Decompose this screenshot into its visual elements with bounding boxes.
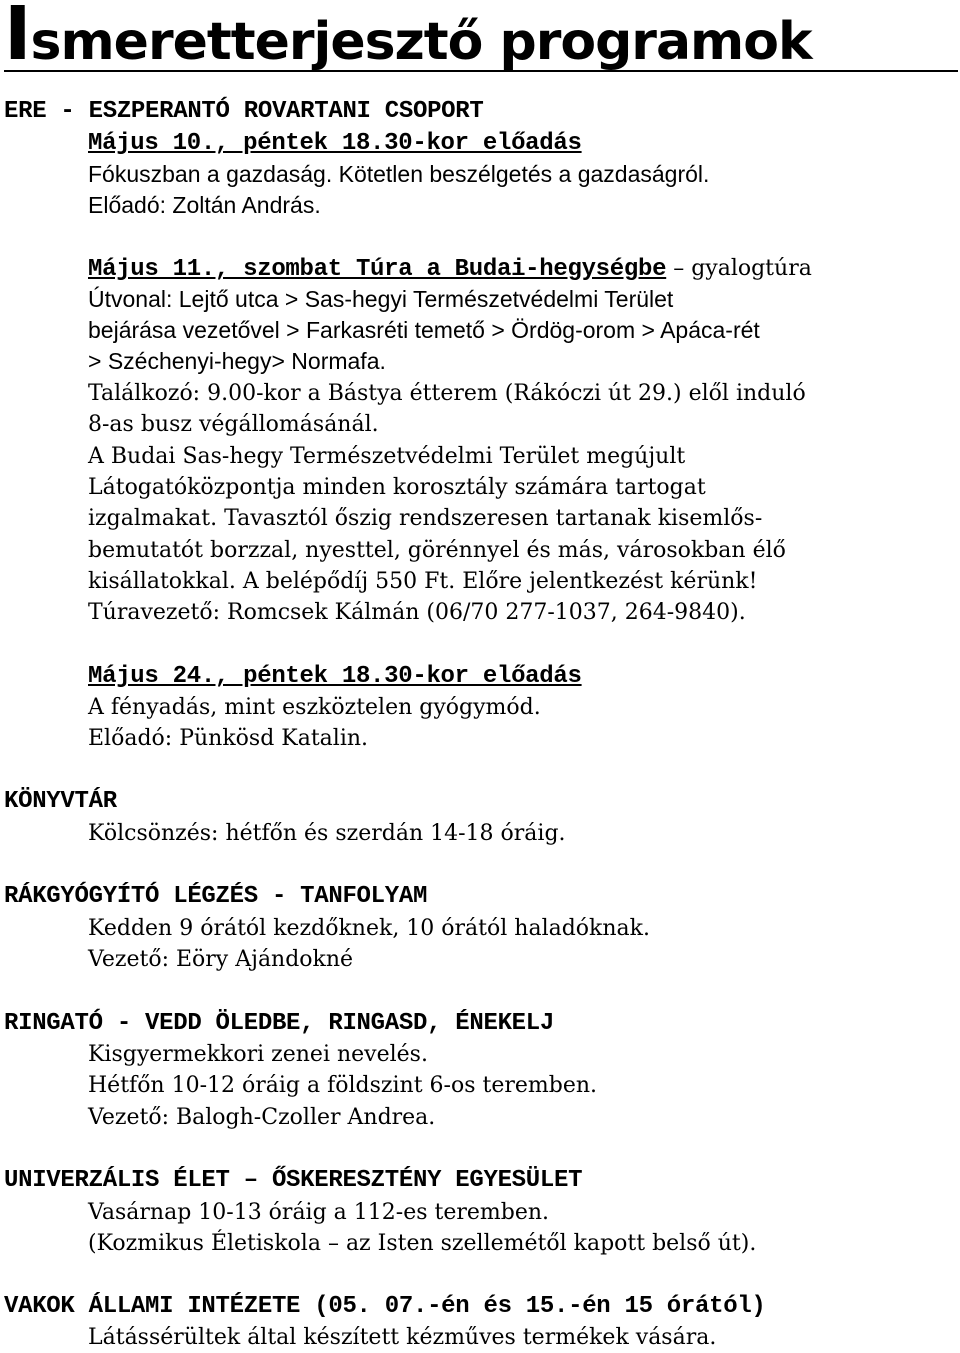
event-detail-line: Találkozó: 9.00-kor a Bástya étterem (Rákóczi út 29.) elől induló (88, 381, 806, 406)
event-detail-line: A Budai Sas-hegy Természetvédelmi Terület megújult (88, 444, 686, 469)
event-detail-line: izgalmakat. Tavasztól őszig rendszeresen tartanak kisemlős- (88, 506, 763, 531)
event-date-may-11: Május 11., szombat Túra a Budai-hegységbe (88, 256, 667, 283)
univerzalis-note: (Kozmikus Életiskola – az Isten szellemétől kapott belső út). (88, 1231, 757, 1256)
route-line: bejárása vezetővel > Farkasréti temető > Ördög-orom > Apáca-rét (88, 317, 760, 343)
event-presenter: Előadó: Pünkösd Katalin. (88, 726, 369, 751)
event-detail-line: 8-as busz végállomásánál. (88, 412, 379, 437)
event-type: – gyalogtúra (666, 256, 812, 281)
event-detail-line: bemutatót borzzal, nyesttel, görénnyel és más, városokban élő (88, 538, 786, 563)
event-date-may-24: Május 24., péntek 18.30-kor előadás (88, 663, 582, 690)
event-description: A fényadás, mint eszköztelen gyógymód. (88, 695, 541, 720)
event-title-may-11 (88, 253, 812, 285)
event-presenter: Előadó: Zoltán András. (88, 192, 321, 218)
section-heading-ere: ERE - ESZPERANTÓ ROVARTANI CSOPORT (4, 98, 484, 125)
section-heading-univerzalis: UNIVERZÁLIS ÉLET – ŐSKERESZTÉNY EGYESÜLET (4, 1167, 583, 1194)
section-heading-library: KÖNYVTÁR (4, 788, 117, 815)
event-detail-line: Látogatóközpontja minden korosztály számára tartogat (88, 475, 706, 500)
ringato-schedule: Hétfőn 10-12 óráig a földszint 6-os teremben. (88, 1073, 598, 1098)
breathing-leader: Vezető: Eöry Ajándokné (88, 947, 354, 972)
ringato-description: Kisgyermekkori zenei nevelés. (88, 1042, 428, 1067)
section-heading-breathing: RÁKGYÓGYÍTÓ LÉGZÉS - TANFOLYAM (4, 883, 428, 910)
event-detail-line: kisállatokkal. A belépődíj 550 Ft. Előre jelentkezést kérünk! (88, 569, 758, 594)
page-title (4, 0, 812, 76)
event-guide: Túravezető: Romcsek Kálmán (06/70 277-1037, 264-9840). (88, 600, 746, 625)
vakok-description: Látássérültek által készített kézműves termékek vására. (88, 1325, 717, 1350)
route-line: > Széchenyi-hegy> Normafa. (88, 348, 386, 374)
route-line: Útvonal: Lejtő utca > Sas-hegyi Természetvédelmi Terület (88, 286, 674, 312)
ringato-leader: Vezető: Balogh-Czoller Andrea. (88, 1105, 436, 1130)
event-date-may-10: Május 10., péntek 18.30-kor előadás (88, 130, 582, 157)
page-title-rest: smeretterjesztő programok (30, 12, 812, 72)
section-heading-ringato: RINGATÓ - VEDD ÖLEDBE, RINGASD, ÉNEKELJ (4, 1010, 554, 1037)
page-title-initial: I (4, 0, 31, 77)
section-heading-vakok: VAKOK ÁLLAMI INTÉZETE (05. 07.-én és 15.-én 15 órától) (4, 1293, 766, 1320)
univerzalis-schedule: Vasárnap 10-13 óráig a 112-es teremben. (88, 1200, 550, 1225)
event-description: Fókuszban a gazdaság. Kötetlen beszélgetés a gazdaságról. (88, 161, 710, 187)
library-hours: Kölcsönzés: hétfőn és szerdán 14-18 óráig. (88, 821, 566, 846)
title-divider (4, 70, 958, 72)
breathing-schedule: Kedden 9 órától kezdőknek, 10 órától haladóknak. (88, 916, 650, 941)
